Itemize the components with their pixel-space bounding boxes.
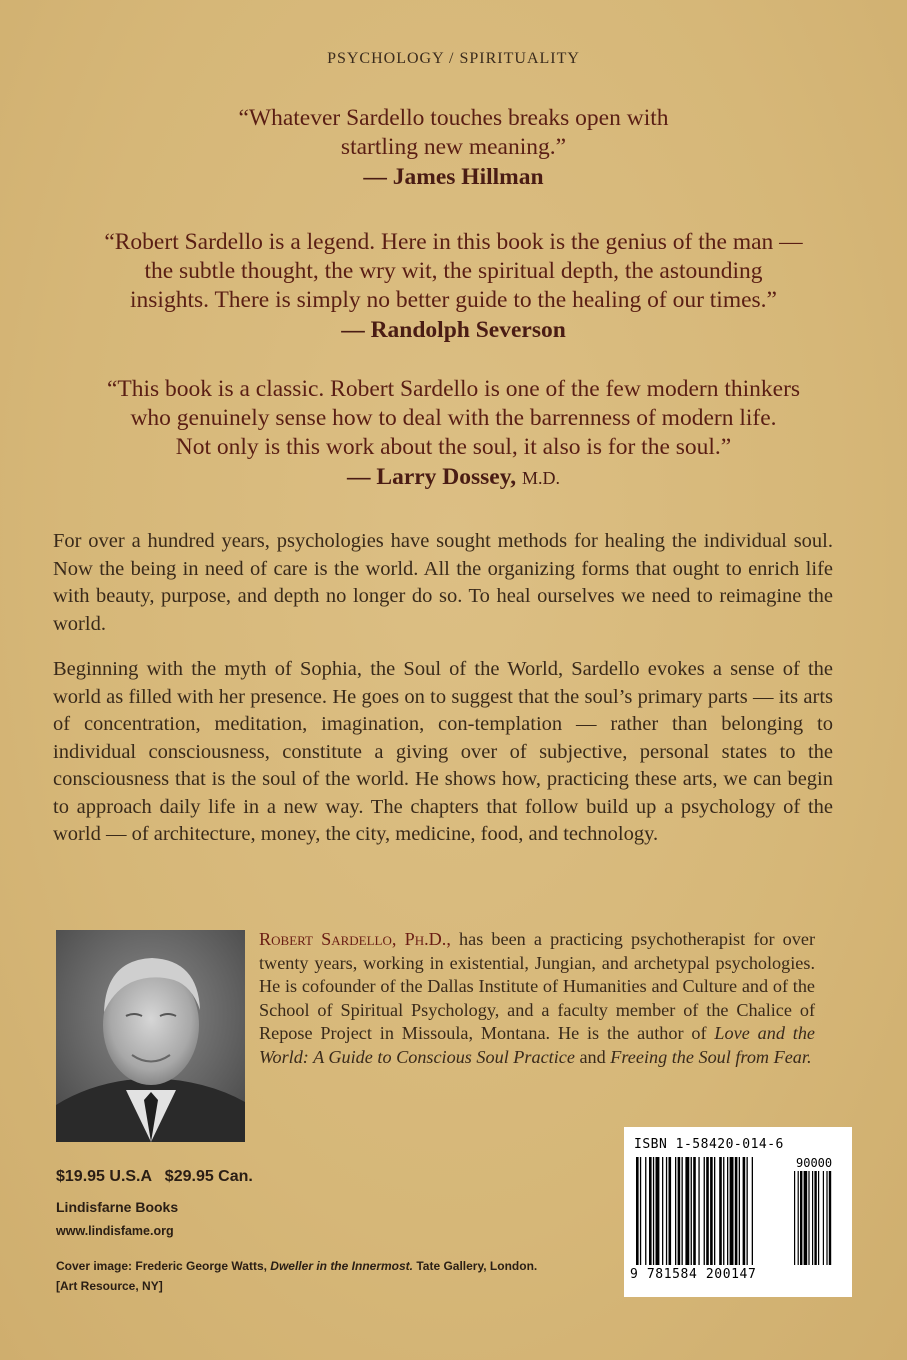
price-addon-code: 90000 [796, 1156, 833, 1170]
quote-line: insights. There is simply no better guide to the healing of our times.” [129, 287, 777, 313]
endorsement-quote-1 [40, 104, 867, 192]
author-photo [56, 930, 245, 1142]
quote-line: “This book is a classic. Robert Sardello is one of the few modern thinkers [106, 376, 801, 402]
quote-line: startling new meaning.” [340, 134, 567, 160]
barcode-panel [624, 1127, 852, 1297]
quote-line: the subtle thought, the wry wit, the spiritual depth, the astounding [144, 258, 763, 284]
ean-digits: 9 781584 200147 [630, 1267, 757, 1282]
quote-attribution: — James Hillman [363, 164, 544, 190]
endorsement-quote-2 [40, 228, 867, 345]
price: $19.95 U.S.A $29.95 Can. [56, 1168, 253, 1185]
quote-attribution: — Randolph Severson [341, 317, 566, 343]
quote-line: Not only is this work about the soul, it also is for the soul.” [175, 434, 732, 460]
credential: M.D. [521, 468, 560, 488]
category-label: PSYCHOLOGY / SPIRITUALITY [327, 50, 580, 67]
quote-line: who genuinely sense how to deal with the barrenness of modern life. [130, 405, 777, 431]
endorsement-quote-3 [40, 375, 867, 493]
author-name: Robert Sardello, Ph.D., [259, 929, 451, 949]
publisher-name: Lindisfarne Books [56, 1199, 179, 1215]
quote-line: “Robert Sardello is a legend. Here in this book is the genius of the man — [104, 229, 803, 255]
barcode-bars [636, 1157, 846, 1265]
quote-attribution: — Larry Dossey, M.D. [347, 464, 560, 490]
book-title: Freeing the Soul from Fear. [610, 1046, 812, 1067]
book-title: Love and the World: A Guide to Conscious Soul Practice [259, 1023, 815, 1067]
description-paragraph-1: For over a hundred years, psychologies have sought methods for healing the individual soul. Now the being in need of care is the world. All the organizing forms that ought to enrich life with beauty, purpose, and depth no longer do so. To heal ourselves we need to reimagine the world. [53, 530, 833, 635]
publisher-website: www.lindisfame.org [56, 1224, 174, 1238]
author-bio: Robert Sardello, Ph.D., has been a practicing psychotherapist for over twenty years, working in existential, Jungian, and archetypal psychologies. He is cofounder of the Dallas Institute of Humanities and Culture and of the School of Spiritual Psychology, and a faculty member of the Chalice of Repose Project in Missoula, Montana. He is the author of Love and the World: A Guide to Conscious Soul Practice and Freeing the Soul from Fear. [259, 929, 815, 1067]
cover-credit: Cover image: Frederic George Watts, Dweller in the Innermost. Tate Gallery, London. [Art Resource, NY] [56, 1259, 538, 1293]
description-paragraph-2: Beginning with the myth of Sophia, the Soul of the World, Sardello evokes a sense of the world as filled with her presence. He goes on to suggest that the soul’s primary parts — its arts of concentration, meditation, imagination, con-templation — rather than belonging to individual consciousness, constitute a giving over of subjective, personal states to the consciousness that is the soul of the world. He shows how, practicing these arts, we can begin to approach daily life in a new way. The chapters that follow build up a psychology of the world — of architecture, money, the city, medicine, food, and technology. [53, 658, 833, 845]
author-portrait-illustration [56, 930, 245, 1142]
quote-line: “Whatever Sardello touches breaks open with [238, 105, 669, 131]
isbn-text: ISBN 1-58420-014-6 [634, 1137, 784, 1152]
